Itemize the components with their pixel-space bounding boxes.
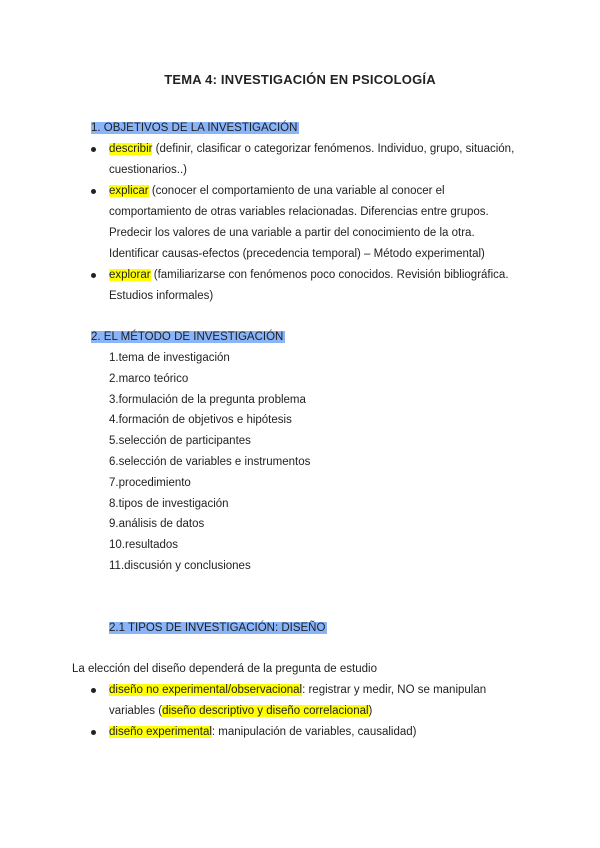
list-item — [88, 139, 518, 181]
bullet-icon — [91, 147, 96, 152]
list-item — [88, 680, 518, 722]
term-highlight: describir — [109, 143, 153, 155]
list-item: 8.tipos de investigación — [109, 497, 229, 510]
list-item — [88, 265, 518, 307]
bullet-icon — [91, 688, 96, 693]
page-title: TEMA 4: INVESTIGACIÓN EN PSICOLOGÍA — [164, 72, 436, 87]
list-item: 3.formulación de la pregunta problema — [109, 393, 306, 406]
list-item: 2.marco teórico — [109, 372, 189, 385]
term-highlight: diseño descriptivo y diseño correlacional — [162, 705, 369, 717]
section-2-heading-text: 2. EL MÉTODO DE INVESTIGACIÓN — [91, 331, 284, 343]
list-item: 10.resultados — [109, 539, 179, 552]
item-text: : manipulación de variables, causalidad) — [211, 726, 417, 738]
list-item: 6.selección de variables e instrumentos — [109, 455, 311, 468]
method-steps-list — [109, 348, 310, 577]
section-2-1-heading — [109, 621, 327, 636]
term-highlight: explicar — [109, 185, 149, 197]
item-text: (familiarizarse con fenómenos poco conocidos. Revisión bibliográfica. Estudios informales) — [109, 269, 509, 302]
item-text: (definir, clasificar o categorizar fenómenos. Individuo, grupo, situación, cuestionarios..) — [109, 143, 515, 176]
item-text: : registrar y medir, NO se manipulan variables ( — [109, 684, 487, 717]
list-item: 9.análisis de datos — [109, 518, 205, 531]
term-highlight: explorar — [109, 269, 151, 281]
design-list — [88, 680, 518, 743]
term-highlight: diseño experimental — [109, 726, 212, 738]
list-item: 11.discusión y conclusiones — [109, 559, 251, 572]
list-item: 1.tema de investigación — [109, 352, 230, 364]
item-text: (conocer el comportamiento de una variable al conocer el comportamiento de otras variables relacionadas. Diferencias entre grupos. Predecir los valores de una variable a partir del conocimiento de la otra. Identificar causas-efectos (precedencia temporal) – Método experimental) — [109, 185, 489, 260]
list-item — [88, 181, 518, 265]
bullet-icon — [91, 273, 96, 278]
list-item: 5.selección de participantes — [109, 435, 251, 448]
design-intro: La elección del diseño dependerá de la pregunta de estudio — [72, 663, 377, 675]
bullet-icon — [91, 730, 96, 735]
section-2-1-heading-text: 2.1 TIPOS DE INVESTIGACIÓN: DISEÑO — [109, 622, 326, 634]
objectives-list — [88, 139, 518, 307]
section-2-heading — [91, 330, 285, 345]
list-item: 7.procedimiento — [109, 476, 191, 489]
list-item — [88, 722, 518, 743]
list-item: 4.formación de objetivos e hipótesis — [109, 414, 292, 427]
section-1-heading — [91, 121, 299, 136]
item-text-end: ) — [368, 705, 373, 717]
section-1-heading-text: 1. OBJETIVOS DE LA INVESTIGACIÓN — [91, 122, 298, 134]
bullet-icon — [91, 189, 96, 194]
term-highlight: diseño no experimental/observacional — [109, 684, 303, 696]
